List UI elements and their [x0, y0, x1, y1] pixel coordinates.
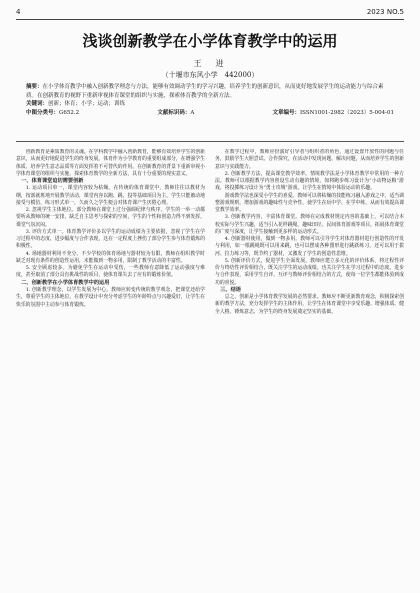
body-paragraph: 3. 评价方式单一。体育教学评价多以学生的运动成绩为主要依据，忽视了学生在学习过程中的态度、进步幅度与合作表现，这在一定程度上挫伤了部分学生参与体育锻炼的积极性。 [16, 228, 205, 250]
article-author: 王 进 [193, 59, 227, 68]
body-paragraph: 2. 忽视学生主体地位。部分教师在课堂上过分强调纪律与秩序，学生的一举一动都要听从教师的统一安排，缺乏自主思考与探索的空间，学生的个性和创造力得不到发挥，课堂气氛沉闷。 [16, 207, 205, 228]
author-affiliation: （十堰市东风小学 442000） [161, 71, 259, 79]
abstract-label: 摘要： [26, 84, 43, 90]
body-paragraph: 4. 创新器材使用，做到一物多用。教师可以引导学生对体育器材进行创造性的开发与利用，如一根跳绳既可以用来跳，也可以摆成各种图形进行跳跃练习，还可以用于拔河、拉力练习等，既节约了器材，又激发了学生的创造性思维。 [215, 236, 404, 257]
body-paragraph: 5. 创新评价方式，促进学生全面发展。教师应建立多元化的评价体系，将过程性评价与终结性评价相结合，既关注学生的运动成绩，也关注学生在学习过程中的态度、进步与合作表现，采用学生自评、互评与教师评价相结合的方式，使每一位学生都能体验到成功的喜悦。 [215, 257, 404, 286]
document-code: 文献标识码：A [157, 109, 195, 116]
keywords-text: 创新；体育；小学；运动；训练 [48, 101, 126, 108]
right-column [215, 149, 404, 583]
page-number: 4 [16, 8, 21, 16]
header-divider [16, 19, 404, 20]
front-matter [26, 83, 394, 117]
keywords [26, 100, 394, 109]
body-paragraph: 游戏教学法也深受小学生的喜爱。教师可以将枯燥的技能练习融入游戏之中，适当调整游戏规则，增加游戏的趣味性与竞争性，使学生在玩中学、在学中练，从而有效提高课堂教学效率。 [215, 192, 404, 213]
section-heading: 一、体育课堂迫切需要创新 [21, 178, 84, 184]
body-paragraph: 3. 创新教学内容，丰富体育课堂。教师在完成教材规定内容的基础上，可以结合本校实际与学生兴趣，适当引入花样跳绳、趣味田径、民间体育游戏等项目，拓展体育课堂的广度与深度，让学生接触到更多样的运动形式。 [215, 214, 404, 235]
body-paragraph: 创新教育是素质教育的灵魂。在学科教学中融入创新教育，能够有效培养学生的创新意识，从而更好地促进学生的终身发展。体育作为小学教育的重要组成部分，在增强学生体质、培养学生意志品质等方面发挥着不可替代的作用。在创新教育的背景下重新审视小学体育课堂的组织与实施，探索体育教学的全新方法，具有十分重要的现实意义。 [16, 149, 205, 177]
body-columns [16, 149, 404, 583]
body-paragraph: 1. 创新教学理念，以学生发展为中心。教师应转变传统的教学观念，把课堂还给学生，尊重学生的主体地位，在教学设计中充分考虑学生的年龄特点与兴趣爱好，让学生在快乐的氛围中主动参与体育锻炼。 [16, 287, 205, 308]
clc-number: 中图分类号：G652.2 [26, 109, 80, 116]
abstract [26, 83, 394, 100]
front-matter-divider [16, 141, 404, 142]
article-number: 文章编号：ISSN1001-2982（2023）5-004-01 [272, 109, 394, 116]
section-heading: 二、创新教学在小学体育教学中的运用 [21, 279, 110, 286]
body-paragraph: 5. 安全顾虑较多。为避免学生在运动中受伤，一些教师有意降低了运动强度与难度，甚至取消了部分具有挑战性的项目，使体育课失去了应有的锻炼价值。 [16, 265, 205, 279]
abstract-text: 在小学体育教学中融入创新教学理念与方法，能够有效调动学生的学习兴趣，培养学生的创新意识，从而更好地发展学生的运动能力与综合素质。在创新教育的视野下重新审视体育课堂的组织与实施，探索体育教学的全新方法。 [26, 84, 384, 99]
journal-issue: 2023 NO.5 [366, 8, 404, 16]
left-column [16, 149, 205, 583]
keywords-label: 关键词： [26, 101, 49, 108]
classification-row [26, 109, 394, 118]
body-paragraph: 总之，创新是小学体育教学发展的必然要求。教师应不断更新教育观念，积极探索创新的教学方法，充分发挥学生的主体作用，让学生在体育课堂中享受乐趣、增强体质、健全人格、锤炼意志，为学生的终身发展奠定坚实的基础。 [215, 294, 404, 315]
section-heading: 三、结语 [220, 286, 241, 293]
article-title: 浅谈创新教学在小学体育教学中的运用 [82, 32, 338, 50]
body-paragraph: 4. 场地器材利用不充分。不少学校的体育场地与器材较为有限，教师在组织教学时缺乏对现有条件的创造性运用，未能做到一物多用，限制了教学活动的丰富性。 [16, 250, 205, 264]
body-paragraph: 2. 创新教学方法，提高课堂教学效率。情境教学法是小学体育教学中常用的一种方法。教师可以根据教学内容创设生动有趣的情境，如将跑步练习设计为“小动物运粮”游戏，将投掷练习设计为“勇士攻城”游戏，让学生在情境中体验运动的乐趣。 [215, 170, 404, 192]
body-paragraph: 在教学过程中，教师应扮演好引导者与组织者的角色，通过设置开放性的问题与任务，鼓励学生大胆尝试、合作探究，在活动中发现问题、解决问题，从而培养学生的创新意识与实践能力。 [215, 149, 404, 170]
body-paragraph: 1. 运动项目单一，课堂内容较为枯燥。在传统的体育课堂中，教师往往以教材为纲，按部就班地开展教学活动，课堂内容以跑、跳、投等基础项目为主，学生只能被动地接受与模仿，练习形式单一，久而久之学生便会对体育课产生厌倦心理。 [16, 185, 205, 206]
